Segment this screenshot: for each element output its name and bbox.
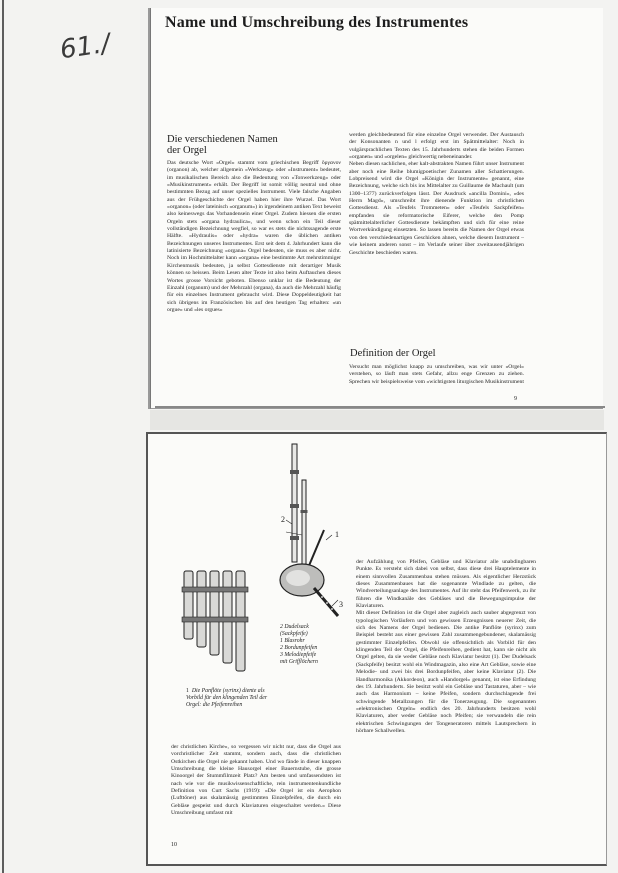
drone-pipe-ring	[290, 470, 299, 474]
drone-pipe-ring	[290, 504, 299, 508]
paragraph: Das deutsche Wort «Orgel» stammt vom griechischen Begriff ὄργανον (organon) ab, welcher allgemein «Werkzeug» oder «Instrument» bedeutet, im musikalischen Bereich also die Bedeutung von «Tonwerkzeug» oder «Musikinstrument» erhält. Der Begriff ist somit völlig neutral und ohne bestimmten Bezug auf unser spezielles Instrument. Viele falsche Angaben aus der Frühgeschichte der Orgel haben hier ihre Wurzel. Das Wort «organon» (oder lateinisch «organum») in irgendeinem antiken Text beweist also keineswegs das Vorhandensein einer Orgel. Zudem hiessen die ersten Orgeln stets «organa hydraulica», und wenn schon ein Teil dieser vollständigen Bezeichnung wegfiel, so war es stets die nichtssagende erste Hälfte. «Hydraulis» oder «hydra» waren die üblichen antiken Bezeichnungen unseres Instrumentes. Erst seit dem 4. Jahrhundert kann die latinisierte Bezeichnung «organa» Orgel bedeuten, sie muss es aber nicht. Noch im Hochmittelalter kann «organa» eine bestimmte Art mehrstimmiger Kirchenmusik bedeuten, ja selbst Gottesdienste mit derartiger Musik können so heissen. Beim Lesen alter Texte ist also beim Auftauchen dieses Wortes grosse Vorsicht geboten. Ebenso unklar ist die Bedeutung der Einzahl (organum) und der Mehrzahl (organa), da auch die Mehrzahl häufig für ein einzelnes Instrument gebraucht wird. Diese Doppeldeutigkeit hat sich übrigens im Französischen bis auf den heutigen Tag erhalten: «un orgue» und «les orgues»	[167, 160, 341, 313]
page-gap	[150, 410, 604, 430]
paragraph: Versucht man möglichst knapp zu umschreiben, was wir unter «Orgel» verstehen, so läuft man stets Gefahr, allzu enge Grenzen zu ziehen. Sprechen wir beispielsweise vom «wichtigsten liturgischen Musikinstrument	[349, 364, 524, 385]
label-leader	[326, 535, 332, 540]
section-heading-definition: Definition der Orgel	[350, 348, 436, 359]
paragraph: werden gleichbedeutend für eine einzelne Orgel verwendet. Der Austausch der Konsonanten n und l erfolgt erst im Spätmittelalter: Noch in vulgärsprachlichen Texten des 15. Jahrhunderts stehen die beiden Formen «organen» und «orgelen» gleichwertig nebeneinander.	[349, 132, 524, 161]
paragraph: Neben diesen sachlichen, eher kalt-abstrakten Namen führt unser Instrument aber noch eine Reihe blumigpoetischer Zunamen aller Schattierungen. Lobpreisend wird die Orgel «Königin der Instrumente» genannt, eine Bezeichnung, welche sich bis ins Mittelalter zu Guillaume de Machault (um 1300–1377) zurückverfolgen lässt. Der Ausdruck «ancilla Domini», «des Herrn Magd», umschreibt ihre dienende Funktion im christlichen Gottesdienst. Als «Teufels Trommeten» oder «Teufels Sackpfeifen» empfanden sie reformatorische Eiferer, welche den Pomp spätmittelalterlicher Gottesdienste bekämpften und sich für eine reine Wortverkündigung einsetzten. So lassen bereits die Namen der Orgel etwas von den verschiedenartigen Geschicken ahnen, welche diesem Instrument – wie keinem anderen sonst – im Verlaufe seiner über zweitausendjährigen Geschichte beschieden waren.	[349, 161, 524, 256]
page10-column-left	[171, 744, 341, 838]
paragraph: der christlichen Kirche», so vergessen wir nicht nur, dass die Orgel aus vorchristlicher Zeit stammt, sondern auch, dass die christlichen Ostkirchen die Orgel nie gekannt haben. Und wo fände in dieser knappen Umschreibung die kleine Hausorgel einer Bauernstube, die grosse Kinoorgel der Stummfilmzeit Platz? Am besten und umfassendsten ist nach wie vor die musikwissenschaftliche, rein instrumentenkundliche Definition von Curt Sachs (1919): «Die Orgel ist ein Aerophon (Lufttöner) aus skalamässig gestimmten Einzelpfeifen, die durch ein Gebläse gespeist und durch Klaviaturen eingeschaltet werden.» Diese Umschreibung umfasst mit	[171, 744, 341, 817]
panflute-band	[182, 587, 248, 592]
drone-pipe	[292, 444, 297, 562]
page-divider	[155, 406, 605, 408]
figure-label-3: 3	[339, 600, 343, 609]
paragraph: Mit dieser Definition ist die Orgel aber zugleich auch sauber abgegrenzt von typologischen Vorläufern und von gewissen Erzeugnissen neuerer Zeit, die sich des Namens der Orgel bedienen. Die antike Panflöte (syrinx) zum Beispiel besteht aus einer gewissen Zahl zusammengebundener, skalamässig gestimmter Einzelpfeifen. Obwohl sie offensichtlich als Vorbild für den klingenden Teil der Orgel, die Pfeifenreihen, gedient hat, kann sie nicht als Orgel gelten, da sie weder Gebläse noch Klaviatur besitzt (1). Der Dudelsack (Sackpfeife) besitzt wohl ein Windmagazin, also eine Art Gebläse, sowie eine Melodie- und zwei bis drei Bordunpfeifen, aber keine Klaviatur (2). Die Handharmonika (Akkordeon), auch «Handorgel» genannt, ist eine Erfindung des 19. Jahrhunderts. Sie besitzt wohl ein Gebläse und Tastaturen, aber – wie auch das Harmonium – keine Pfeifen, sondern durchschlagende frei schwingende Metallzungen für die Tonerzeugung. Die sogenannten «elektronischen Orgeln» endlich des 20. Jahrhunderts besitzen wohl Klaviaturen, aber weder Gebläse noch Pfeifen; sie verwandeln die rein elektrischen Schwingungen der Tongeneratoren mittels Lautsprechern in hörbare Schallwellen.	[356, 610, 536, 734]
chanter-pipe	[314, 588, 338, 616]
finger-hole	[331, 608, 333, 610]
page-number: 10	[171, 842, 177, 848]
page9-column-2-definition	[349, 364, 524, 394]
finger-hole	[321, 596, 323, 598]
drone-pipe	[302, 480, 306, 564]
drone-pipe-ring	[290, 536, 299, 540]
panflute-pipe	[184, 571, 193, 639]
panflute-pipe	[210, 571, 219, 655]
figure-label-2: 2	[281, 515, 285, 524]
caption-bagpipe: 2 Dudelsack (Sackpfeife) 1 Blasrohr 2 Bordunpfeifen 3 Melodiepfeife mit Grifflöchern	[280, 624, 318, 665]
blow-pipe	[308, 530, 324, 568]
caption-panflute: 1 Die Panflöte (syrinx) diente als Vorbild für den klingenden Teil der Orgel: die Pfeifenreihen	[186, 688, 268, 708]
panflute-band	[182, 617, 248, 622]
page9-column-1	[167, 160, 341, 404]
section-heading-names: Die verschiedenen Namen der Orgel	[167, 134, 278, 156]
label-leader	[286, 520, 292, 524]
handwritten-annotation: 61./	[58, 28, 112, 66]
panflute-pipe	[197, 571, 206, 647]
page10-column-right	[356, 559, 536, 847]
finger-hole	[326, 602, 328, 604]
figure-label-1: 1	[335, 530, 339, 539]
panflute-illustration	[180, 565, 260, 675]
page9-column-2	[349, 132, 524, 332]
page-title: Name und Umschreibung des Instrumentes	[165, 14, 469, 31]
paragraph: der Aufzählung von Pfeifen, Gebläse und Klaviatur alle unabdingbaren Punkte. Es versteht sich dabei von selbst, dass diese drei Hauptelemente in einem sinnvollen Zusammenbau stehen müssen. Als eigentlicher Herzstück dieses Zusammenbaues hat die sogenannte Windlade zu gelten, die Windverteilungsanlage des Instrumentes. Auf ihr steht das Pfeifenwerk, zu ihr führen die Windkanäle des Gebläses und die Bewegungsimpulse der Klaviaturen.	[356, 559, 536, 610]
page-number: 9	[514, 396, 517, 402]
label-leader	[332, 600, 338, 606]
scan-edge	[2, 0, 4, 873]
bag-shade	[286, 570, 310, 586]
drone-pipe-ring	[301, 510, 308, 513]
